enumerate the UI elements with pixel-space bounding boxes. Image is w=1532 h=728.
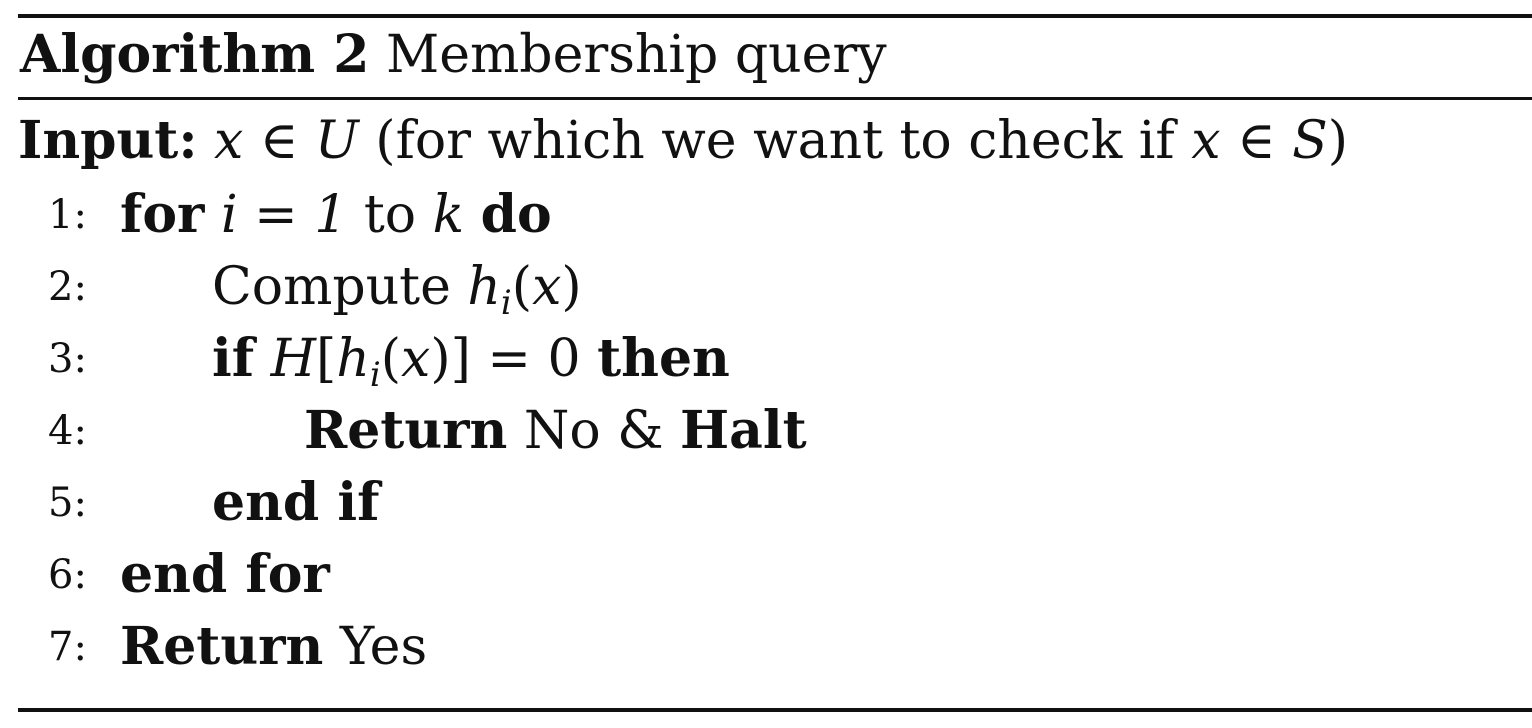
caption-rule [18, 97, 1532, 100]
open-bracket: [ [316, 329, 337, 389]
return-value-yes: Yes [323, 617, 428, 677]
code-line-4 [304, 396, 807, 466]
hash-function: h [467, 257, 501, 317]
code-line-2 [212, 252, 582, 322]
algorithm-caption [20, 22, 887, 88]
keyword-end-if: end if [212, 472, 380, 533]
line-number-3: 3: [48, 336, 87, 382]
line-number-4: 4: [48, 408, 87, 454]
line-number-6: 6: [48, 552, 87, 598]
keyword-if: if [212, 328, 255, 389]
return-value-no: No & [507, 401, 681, 461]
keyword-to: to [363, 185, 417, 245]
keyword-return: Return [304, 400, 508, 461]
input-description: (for which we want to check if [358, 111, 1192, 171]
code-line-1 [120, 180, 552, 250]
caption-label: Algorithm 2 [20, 24, 370, 85]
keyword-halt: Halt [680, 400, 807, 461]
line-number-5: 5: [48, 480, 87, 526]
close-paren: ) [561, 257, 582, 317]
code-line-5 [212, 468, 379, 538]
input-label: Input: [18, 110, 198, 171]
input-line [18, 106, 1348, 176]
loop-range-start: i = 1 [204, 185, 364, 245]
input-condition: x ∈ S [1191, 111, 1328, 171]
input-domain: x ∈ U [214, 111, 359, 171]
caption-title: Membership query [385, 25, 887, 85]
top-rule [18, 14, 1532, 18]
comparison-text: )] = 0 [430, 329, 598, 389]
hash-argument: x [532, 257, 562, 317]
bottom-rule [18, 708, 1532, 712]
keyword-end-for: end for [120, 544, 330, 605]
hash-index: i [369, 355, 381, 395]
keyword-return: Return [120, 616, 324, 677]
open-paren: ( [511, 257, 533, 317]
keyword-then: then [597, 328, 730, 389]
line-number-2: 2: [48, 264, 87, 310]
line-number-1: 1: [48, 192, 87, 238]
hash-function: h [336, 329, 370, 389]
hash-argument: x [400, 329, 431, 389]
code-line-7 [120, 612, 427, 682]
compute-text: Compute [212, 257, 468, 317]
array-name: H [254, 329, 317, 389]
keyword-do: do [480, 184, 552, 245]
code-line-3 [212, 324, 730, 394]
keyword-for: for [120, 184, 205, 245]
hash-index: i [500, 283, 512, 323]
line-number-7: 7: [48, 624, 87, 670]
code-line-6 [120, 540, 330, 610]
open-paren: ( [380, 329, 401, 389]
input-close-paren: ) [1327, 111, 1349, 171]
loop-range-end: k [416, 185, 481, 245]
